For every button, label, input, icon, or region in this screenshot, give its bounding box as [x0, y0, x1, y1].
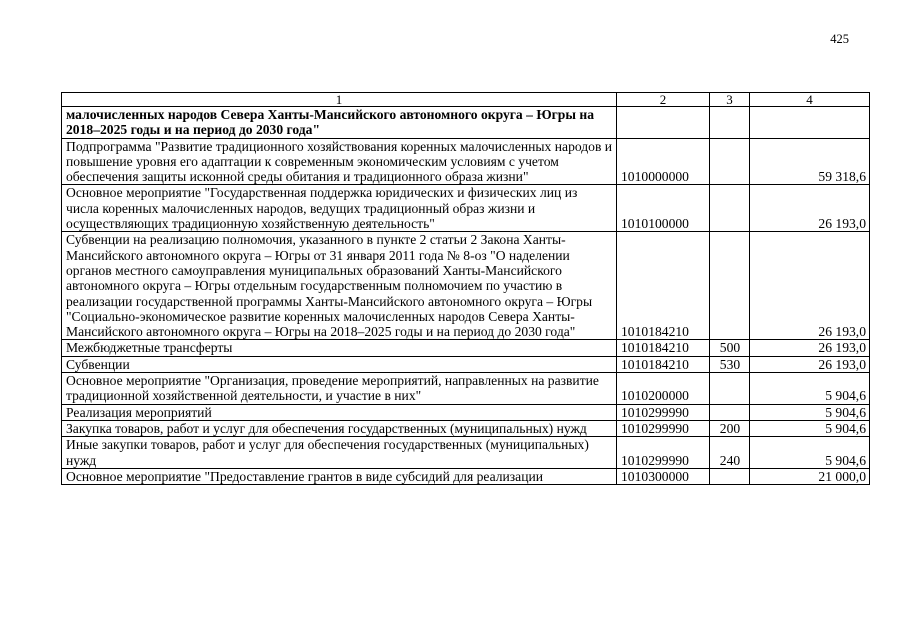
row-name-cell: Основное мероприятие "Предоставление грантов в виде субсидий для реализации [62, 468, 617, 484]
table-row [62, 185, 870, 232]
row-name-cell: Закупка товаров, работ и услуг для обеспечения государственных (муниципальных) нужд [62, 420, 617, 436]
row-type-cell [710, 107, 750, 139]
page-number: 425 [830, 32, 849, 46]
row-name-cell: малочисленных народов Севера Ханты-Мансийского автономного округа – Югры на 2018–2025 годы и на период до 2030 года" [62, 107, 617, 139]
row-code-cell: 1010299990 [617, 420, 710, 436]
row-name-cell: Субвенции на реализацию полномочия, указанного в пункте 2 статьи 2 Закона Ханты-Мансийского автономного округа – Югры от 31 января 2011 года № 8-оз "О наделении органов местного самоуправления муниципальных образований Ханты-Мансийского автономного округа – Югры отдельным государственным полномочием по участию в реализации государственной программы Ханты-Мансийского автономного округа – Югры "Социально-экономическое развитие коренных малочисленных народов Севера Ханты-Мансийского автономного округа – Югры на 2018–2025 годы и на период до 2030 года" [62, 232, 617, 340]
header-cell-3: 3 [710, 93, 750, 107]
row-code-cell: 1010184210 [617, 356, 710, 372]
row-code-cell: 1010184210 [617, 232, 710, 340]
row-type-cell [710, 468, 750, 484]
row-code-cell: 1010200000 [617, 373, 710, 405]
table-row [62, 138, 870, 185]
table-header-row [62, 93, 870, 107]
table-row [62, 340, 870, 356]
table-row [62, 356, 870, 372]
row-type-cell [710, 185, 750, 232]
row-type-cell [710, 373, 750, 405]
table-row [62, 468, 870, 484]
row-name-cell: Подпрограмма "Развитие традиционного хозяйствования коренных малочисленных народов и повышение уровня его адаптации к современным экономическим условиям с учетом обеспечения защиты исконной среды обитания и традиционного образа жизни" [62, 138, 617, 185]
row-amount-cell: 26 193,0 [750, 340, 870, 356]
row-amount-cell: 26 193,0 [750, 185, 870, 232]
row-amount-cell: 26 193,0 [750, 232, 870, 340]
row-amount-cell: 5 904,6 [750, 373, 870, 405]
table-row [62, 437, 870, 469]
row-code-cell: 1010100000 [617, 185, 710, 232]
row-type-cell: 200 [710, 420, 750, 436]
row-code-cell [617, 107, 710, 139]
row-name-cell: Основное мероприятие "Организация, проведение мероприятий, направленных на развитие традиционной хозяйственной деятельности, и участие в них" [62, 373, 617, 405]
row-amount-cell: 5 904,6 [750, 404, 870, 420]
table-row [62, 373, 870, 405]
row-amount-cell: 5 904,6 [750, 420, 870, 436]
row-code-cell: 1010000000 [617, 138, 710, 185]
row-name-cell: Субвенции [62, 356, 617, 372]
table-row [62, 404, 870, 420]
header-cell-1: 1 [62, 93, 617, 107]
budget-table [61, 92, 870, 485]
row-code-cell: 1010184210 [617, 340, 710, 356]
row-type-cell [710, 138, 750, 185]
row-name-cell: Основное мероприятие "Государственная поддержка юридических и физических лиц из числа коренных малочисленных народов, ведущих традиционный образ жизни и осуществляющих традиционную хозяйственную деятельность" [62, 185, 617, 232]
row-amount-cell: 59 318,6 [750, 138, 870, 185]
table-row [62, 420, 870, 436]
header-cell-4: 4 [750, 93, 870, 107]
row-code-cell: 1010299990 [617, 404, 710, 420]
row-amount-cell [750, 107, 870, 139]
row-code-cell: 1010299990 [617, 437, 710, 469]
row-name-cell: Межбюджетные трансферты [62, 340, 617, 356]
row-amount-cell: 5 904,6 [750, 437, 870, 469]
header-cell-2: 2 [617, 93, 710, 107]
row-type-cell [710, 404, 750, 420]
budget-table-body [62, 93, 870, 485]
table-row [62, 232, 870, 340]
row-name-cell: Иные закупки товаров, работ и услуг для обеспечения государственных (муниципальных) нужд [62, 437, 617, 469]
row-amount-cell: 26 193,0 [750, 356, 870, 372]
row-type-cell: 530 [710, 356, 750, 372]
row-code-cell: 1010300000 [617, 468, 710, 484]
row-type-cell: 500 [710, 340, 750, 356]
row-amount-cell: 21 000,0 [750, 468, 870, 484]
row-name-cell: Реализация мероприятий [62, 404, 617, 420]
row-type-cell [710, 232, 750, 340]
row-type-cell: 240 [710, 437, 750, 469]
table-row [62, 107, 870, 139]
